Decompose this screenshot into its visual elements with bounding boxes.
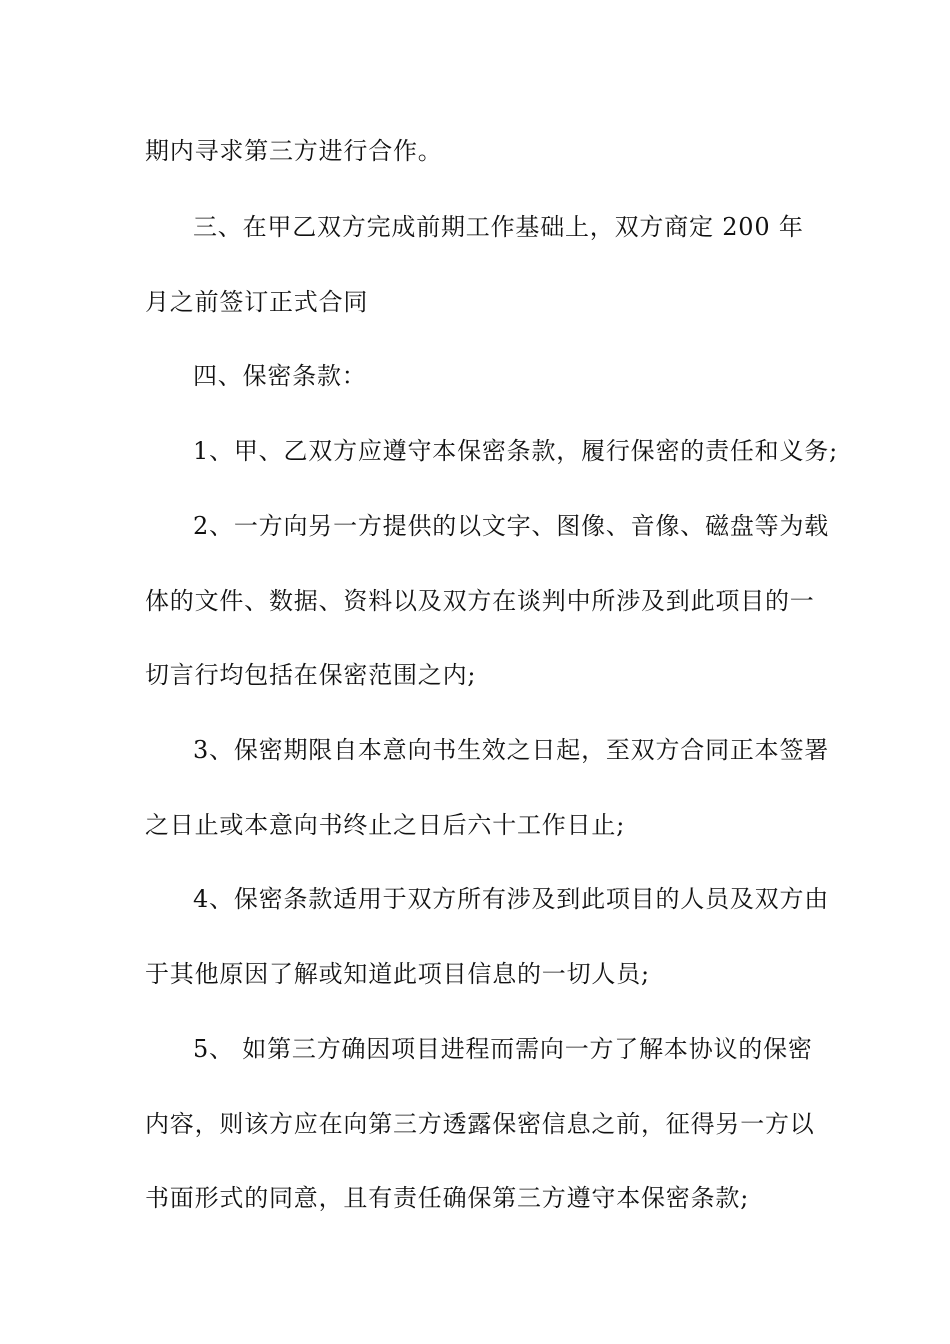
text-line-3: 月之前签订正式合同 (145, 288, 369, 316)
clause-5-line-2: 内容，则该方应在向第三方透露保密信息之前，征得另一方以 (145, 1110, 815, 1138)
text-line-1: 期内寻求第三方进行合作。 (145, 137, 443, 165)
clause-5-line-3: 书面形式的同意，且有责任确保第三方遵守本保密条款; (145, 1184, 750, 1212)
clause-4-line-2: 于其他原因了解或知道此项目信息的一切人员; (145, 960, 650, 988)
clause-2-line-3: 切言行均包括在保密范围之内; (145, 661, 477, 689)
clause-3-line-2: 之日止或本意向书终止之日后六十工作日止; (145, 811, 626, 839)
clause-4-line-1: 4、保密条款适用于双方所有涉及到此项目的人员及双方由 (193, 885, 830, 913)
clause-2-line-2: 体的文件、数据、资料以及双方在谈判中所涉及到此项目的一 (145, 587, 815, 615)
section-three-heading-line: 三、在甲乙双方完成前期工作基础上，双方商定 200 年 (193, 213, 804, 241)
section-four-heading: 四、保密条款： (193, 362, 367, 390)
clause-3-line-1: 3、保密期限自本意向书生效之日起，至双方合同正本签署 (193, 736, 830, 764)
clause-2-line-1: 2、一方向另一方提供的以文字、图像、音像、磁盘等为载 (193, 512, 830, 540)
clause-5-line-1: 5、 如第三方确因项目进程而需向一方了解本协议的保密 (193, 1035, 813, 1063)
clause-1: 1、甲、乙双方应遵守本保密条款，履行保密的责任和义务; (193, 437, 838, 465)
